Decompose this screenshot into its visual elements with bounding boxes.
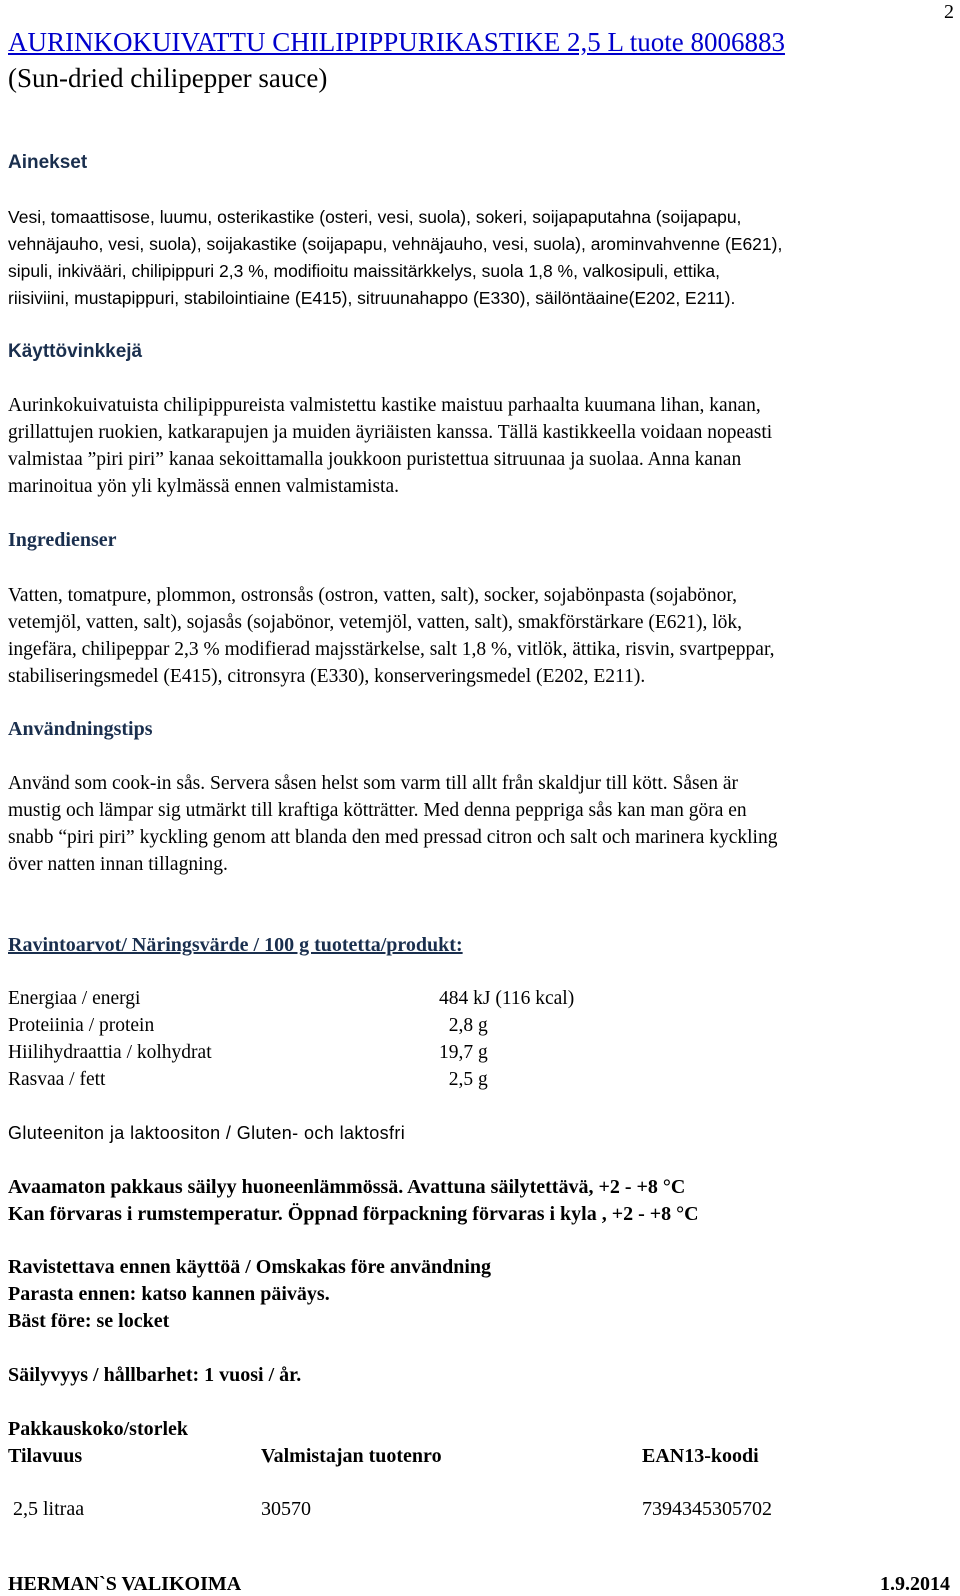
- package-product-no: 30570: [261, 1498, 311, 1520]
- package-volume: 2,5 litraa: [8, 1498, 85, 1520]
- package-header-volume: Tilavuus: [8, 1445, 83, 1467]
- best-before-sv: Bäst före: se locket: [8, 1310, 170, 1332]
- product-subtitle: (Sun-dried chilipepper sauce): [8, 63, 328, 93]
- nutrition-value: 19,7 g: [439, 1042, 488, 1063]
- text-line: Vatten, tomatpure, plommon, ostronsås (ostron, vatten, salt), socker, sojabönpasta (sojabönor,: [8, 585, 738, 606]
- nutrition-row: [8, 985, 708, 1012]
- text-line: grillattujen ruokien, katkarapujen ja muiden äyriäisten kanssa. Tällä kastikkeella voidaan nopeasti: [8, 422, 773, 443]
- nutrition-label: Rasvaa / fett: [8, 1069, 106, 1090]
- storage-sv: Kan förvaras i rumstemperatur. Öppnad förpackning förvaras i kyla , +2 - +8 °C: [8, 1203, 699, 1225]
- text-line: riisiviini, mustapippuri, stabilointiaine (E415), sitruunahappo (E330), säilöntäaine(E202, E211).: [8, 288, 736, 308]
- nutrition-row: [8, 1039, 708, 1066]
- shelf-life: Säilyvyys / hållbarhet: 1 vuosi / år.: [8, 1364, 302, 1386]
- text-line: ingefära, chilipeppar 2,3 % modifierad majsstärkelse, salt 1,8 %, vitlök, ättika, risvin, svartpeppar,: [8, 639, 775, 660]
- text-line: snabb “piri piri” kyckling genom att blanda den med pressad citron och salt och marinera kyckling: [8, 827, 778, 848]
- text-line: marinoitua yön yli kylmässä ennen valmistamista.: [8, 476, 400, 497]
- page-number: 2: [944, 1, 954, 23]
- text-line: Använd som cook-in sås. Servera såsen helst som varm till allt från skaldjur till kött. Såsen är: [8, 773, 739, 794]
- paragraph-fi-ingredients: [8, 204, 948, 312]
- product-title-link[interactable]: AURINKOKUIVATTU CHILIPIPPURIKASTIKE 2,5 L tuote 8006883: [8, 27, 785, 57]
- shake-instruction: Ravistettava ennen käyttöä / Omskakas före användning: [8, 1256, 492, 1278]
- text-line: mustig och lämpar sig utmärkt till kraftiga kötträtter. Med denna peppriga sås kan man göra en: [8, 800, 747, 821]
- paragraph-fi-usage: [8, 392, 948, 500]
- nutrition-row: [8, 1012, 708, 1039]
- heading-sv-ingredients: Ingredienser: [8, 529, 117, 551]
- heading-fi-ingredients: Ainekset: [8, 152, 88, 173]
- storage-fi: Avaamaton pakkaus säilyy huoneenlämmössä. Avattuna säilytettävä, +2 - +8 °C: [8, 1176, 686, 1198]
- text-line: stabiliseringsmedel (E415), citronsyra (E330), konserveringsmedel (E202, E211).: [8, 666, 646, 687]
- text-line: sipuli, inkivääri, chilipippuri 2,3 %, modifioitu maissitärkkelys, suola 1,8 %, valkosipuli, ettika,: [8, 261, 720, 281]
- nutrition-value: 484 kJ (116 kcal): [439, 988, 575, 1009]
- nutrition-title: Ravintoarvot/ Näringsvärde / 100 g tuotetta/produkt:: [8, 934, 463, 956]
- footer-brand: HERMAN`S VALIKOIMA: [8, 1573, 242, 1595]
- nutrition-value: 2,8 g: [439, 1015, 488, 1036]
- paragraph-sv-ingredients: [8, 582, 948, 690]
- package-header-product-no: Valmistajan tuotenro: [261, 1445, 442, 1467]
- nutrition-row: [8, 1066, 708, 1093]
- nutrition-label: Energiaa / energi: [8, 988, 141, 1009]
- heading-fi-usage: Käyttövinkkejä: [8, 341, 143, 362]
- nutrition-label: Proteiinia / protein: [8, 1015, 155, 1036]
- text-line: över natten innan tillagning.: [8, 854, 228, 875]
- nutrition-label: Hiilihydraattia / kolhydrat: [8, 1042, 212, 1063]
- text-line: valmistaa ”piri piri” kanaa sekoittamalla joukkoon puristettua sitruunaa ja suolaa. Anna kanan: [8, 449, 742, 470]
- text-line: Aurinkokuivatuista chilipippureista valmistettu kastike maistuu parhaalta kuumana lihan, kanan,: [8, 395, 761, 416]
- gluten-lactose-free: Gluteeniton ja laktoositon / Gluten- och laktosfri: [8, 1123, 406, 1143]
- text-line: vehnäjauho, vesi, suola), soijakastike (soijapapu, vehnäjauho, vesi, suola), arominvahvenne (E621),: [8, 234, 783, 254]
- paragraph-sv-usage: [8, 770, 948, 878]
- package-header-ean: EAN13-koodi: [642, 1445, 759, 1467]
- footer-date: 1.9.2014: [880, 1573, 950, 1595]
- package-ean: 7394345305702: [642, 1498, 772, 1520]
- best-before-fi: Parasta ennen: katso kannen päiväys.: [8, 1283, 330, 1305]
- heading-sv-usage: Användningstips: [8, 718, 153, 740]
- text-line: Vesi, tomaattisose, luumu, osterikastike (osteri, vesi, suola), sokeri, soijapaputahna (soijapapu,: [8, 207, 742, 227]
- nutrition-value: 2,5 g: [439, 1069, 488, 1090]
- text-line: vetemjöl, vatten, salt), sojasås (sojabönor, vetemjöl, vatten, salt), smakförstärkare (E621), lök,: [8, 612, 743, 633]
- package-title: Pakkauskoko/storlek: [8, 1418, 189, 1440]
